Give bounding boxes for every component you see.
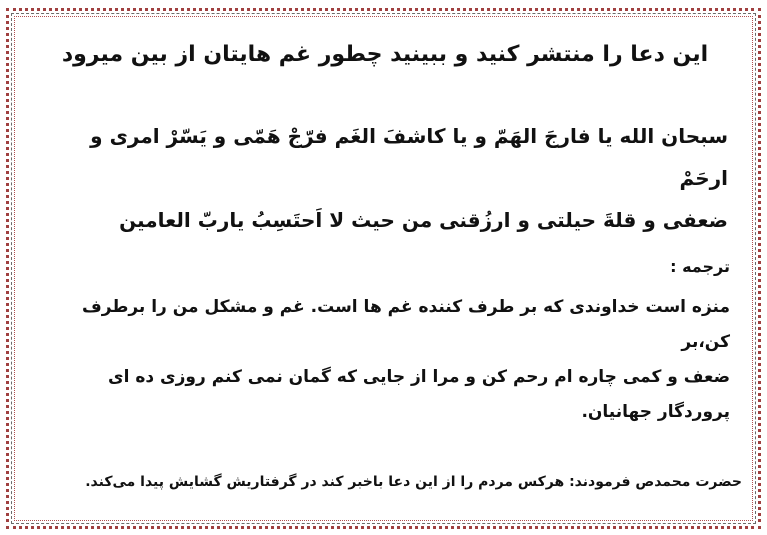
dua-text: [40, 115, 730, 241]
translation-text: [40, 290, 730, 430]
translation-line-3: پروردگار جهانیان.: [581, 402, 730, 422]
dua-line-1: سبحان الله یا فارجَ الهَمّ و یا کاشفَ الغَم فرّجْ هَمّی و یَسّرْ امری و ارحَمْ: [90, 124, 728, 190]
hadith-note: حضرت محمدص فرمودند: هرکس مردم را از این دعا باخبر کند در گرفتاریش گشایش پیدا می‌کند.: [85, 474, 742, 490]
translation-line-1: منزه است خداوندی که بر طرف کننده غم ها است. غم و مشکل من را برطرف کن،بر: [82, 297, 730, 352]
translation-heading: ترجمه :: [670, 257, 730, 276]
document-content: [40, 42, 742, 490]
page-title: این دعا را منتشر کنید و ببینید چطور غم هایتان از بین میرود: [61, 42, 709, 67]
dua-line-2: ضعفی و قلةَ حیلتی و ارزُقنی من حیث لا اَحتَسِبُ یاربّ العامین: [119, 208, 728, 232]
translation-line-2: ضعف و کمی چاره ام رحم کن و مرا از جایی که گمان نمی کنم روزی ده ای: [108, 367, 730, 387]
